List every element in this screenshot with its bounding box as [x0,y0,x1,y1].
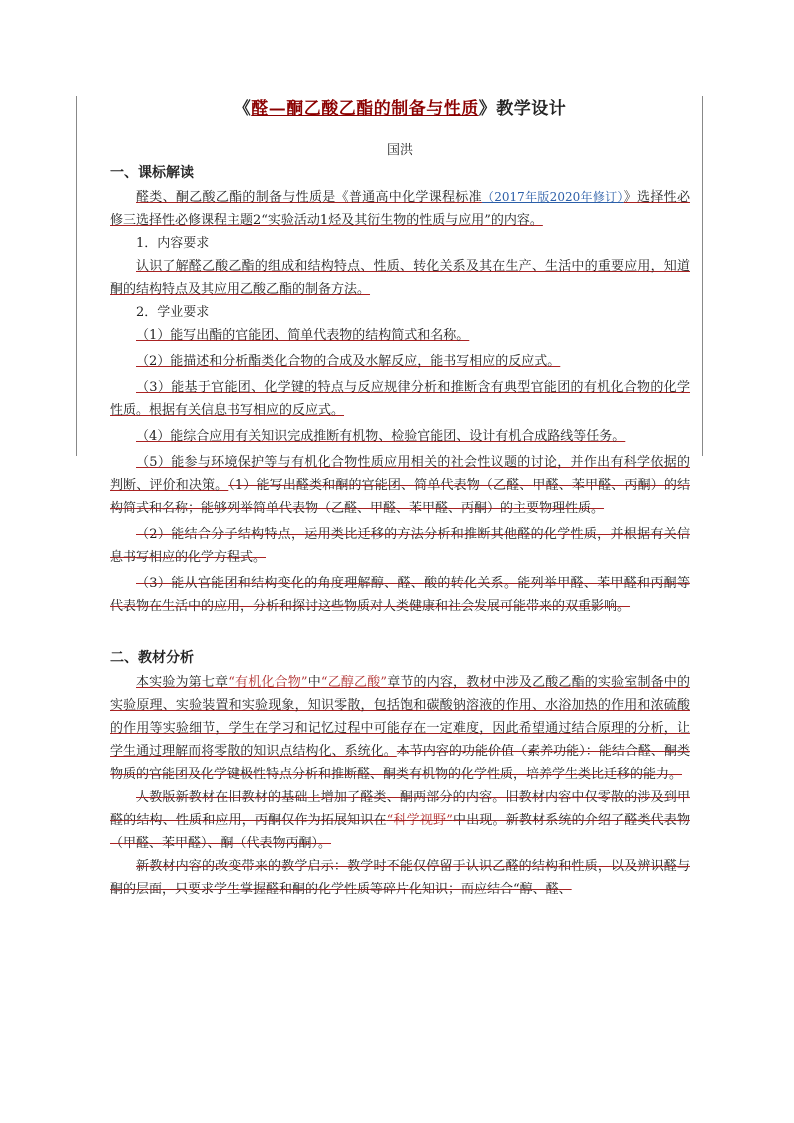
requirement-item: （5）能参与环境保护等与有机化合物性质应用相关的社会性议题的讨论，并作出有科学依据的判断、评价和决策。（1）能写出醛类和酮的官能团、简单代表物（乙醛、甲醛、苯甲醛、丙酮）的结构简式和名称；能够列举简单代表物（乙醛、甲醛、苯甲醛、丙酮）的主要物理性质。 [110,455,690,516]
textbook-comparison-paragraph: 人教版新教材在旧教材的基础上增加了醛类、酮两部分的内容。旧教材内容中仅零散的涉及到甲醛的结构、性质和应用，丙酮仅作为拓展知识在“科学视野”中出现。新教材系统的介绍了醛类代表物（甲醛、苯甲醛）、酮（代表物丙酮）。 [110,790,690,851]
revision-margin-right [702,96,703,456]
requirement-item: （2）能描述和分析酯类化合物的合成及水解反应，能书写相应的反应式。 [136,354,561,369]
section-heading-curriculum: 一、课标解读 [110,165,194,181]
deleted-text: （1）能写出醛类和酮的官能团、简单代表物（乙醛、甲醛、苯甲醛、丙酮）的结构简式和名称；能够列举简单代表物（乙醛、甲醛、苯甲醛、丙酮）的主要物理性质。 [110,478,690,516]
deleted-requirement: （2）能结合分子结构特点，运用类比迁移的方法分析和推断其他醛的化学性质，并根据有关信息书写相应的化学方程式。 [110,527,690,565]
requirement-item: （3）能基于官能团、化学键的特点与反应规律分析和推断含有典型官能团的有机化合物的化学性质。根据有关信息书写相应的反应式。 [110,380,690,418]
document-title: 《醛—酮乙酸乙酯的制备与性质》教学设计 [233,99,567,119]
deleted-requirement: （3）能从官能团和结构变化的角度理解醇、醛、酸的转化关系。能列举甲醛、苯甲醛和丙酮等代表物在生活中的应用，分析和探讨这些物质对人类健康和社会发展可能带来的双重影响。 [110,576,690,614]
author-name: 国洪 [386,143,413,158]
curriculum-intro: 醛类、酮乙酸乙酯的制备与性质是《普通高中化学课程标准（2017年版2020年修订）》选择性必修三选择性必修课程主题2“实验活动1烃及其衍生物的性质与应用”的内容。 [110,190,690,228]
section-heading-textbook: 二、教材分析 [110,650,194,666]
requirement-item: （4）能综合应用有关知识完成推断有机物、检验官能团、设计有机合成路线等任务。 [136,429,626,444]
revision-margin-left [76,96,77,456]
standard-version-revision: （2017年版2020年修订） [481,190,624,204]
academic-requirement-heading: 2．学业要求 [136,305,210,320]
document-body [110,94,690,901]
title-inserted-text: 醛—酮乙酸乙酯的制备与性质 [251,99,479,119]
requirement-item: （1）能写出酯的官能团、简单代表物的结构简式和名称。 [136,328,470,343]
textbook-analysis-paragraph: 本实验为第七章“有机化合物”中“乙醇乙酸”章节的内容，教材中涉及乙酸乙酯的实验室制备中的实验原理、实验装置和实验现象，知识零散，包括饱和碳酸钠溶液的作用、水浴加热的作用和浓硫酸的作用等实验细节，学生在学习和记忆过程中可能存在一定难度，因此希望通过结合原理的分析，让学生通过理解而将零散的知识点结构化、系统化。本节内容的功能价值（素养功能）：能结合醛、酮类物质的官能团及化学键极性特点分析和推断醛、酮类有机物的化学性质，培养学生类比迁移的能力。 [110,675,690,782]
content-requirement-heading: 1．内容要求 [136,236,210,251]
teaching-inspiration-paragraph: 新教材内容的改变带来的教学启示：教学时不能仅停留于认识乙醛的结构和性质，以及辨识醛与酮的层面，只要求学生掌握醛和酮的化学性质等碎片化知识；而应结合“醇、醛、 [110,859,690,897]
content-requirement-text: 认识了解醛乙酸乙酯的组成和结构特点、性质、转化关系及其在生产、生活中的重要应用，知道酮的结构特点及其应用乙酸乙酯的制备方法。 [110,259,690,297]
academic-requirement-list [110,324,690,618]
deleted-text: 本节内容的功能价值（素养功能）：能结合醛、酮类物质的官能团及化学键极性特点分析和推断醛、酮类有机物的化学性质，培养学生类比迁移的能力。 [110,744,690,782]
